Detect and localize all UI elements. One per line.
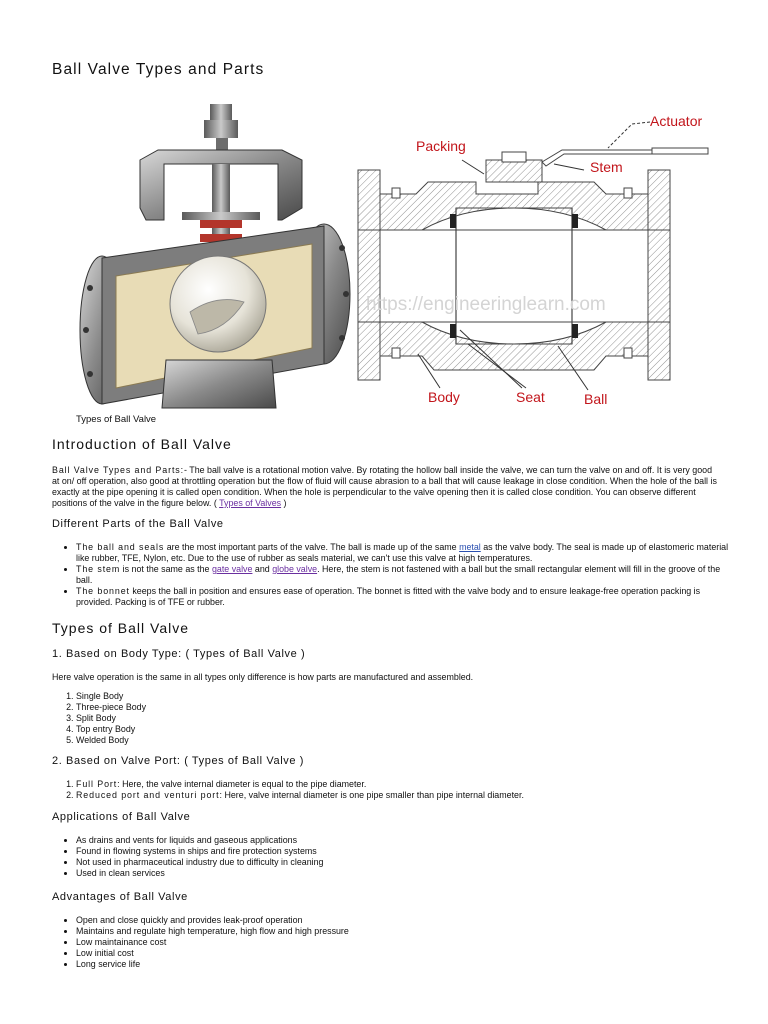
valve-port-heading: 2. Based on Valve Port: ( Types of Ball Valve ) <box>52 755 304 767</box>
figure-caption: Types of Ball Valve <box>76 414 157 425</box>
list-item: • Used in clean services <box>76 868 736 879</box>
list-item: 1. Full Port: Here, the valve internal diameter is equal to the pipe diameter. <box>76 779 736 790</box>
intro-lead: Ball Valve Types and Parts: <box>52 465 185 475</box>
list-item: 2. Reduced port and venturi port: Here, valve internal diameter is one pipe smaller than pipe internal diameter. <box>76 790 736 801</box>
list-item: 2. Three-piece Body <box>76 702 736 713</box>
list-item: • Not used in pharmaceutical industry due to difficulty in cleaning <box>76 857 736 868</box>
list-item: 3. Split Body <box>76 713 736 724</box>
list-item: • The bonnet keeps the ball in position and ensures ease of operation. The bonnet is fitted with the valve body and to ensure leakage-free operation packing is provided. Packing is of TFE or rubber. <box>76 586 736 608</box>
parts-heading: Different Parts of the Ball Valve <box>52 518 224 530</box>
intro-heading: Introduction of Ball Valve <box>52 436 232 452</box>
types-of-valves-link[interactable]: Types of Valves <box>219 498 282 508</box>
ball-valve-figure <box>66 98 726 414</box>
list-item: • Long service life <box>76 959 736 970</box>
types-heading: Types of Ball Valve <box>52 620 190 636</box>
metal-link[interactable]: metal <box>459 542 481 552</box>
list-item: 1. Single Body <box>76 691 736 702</box>
body-type-heading: 1. Based on Body Type: ( Types of Ball Valve ) <box>52 648 306 660</box>
gate-valve-link[interactable]: gate valve <box>211 564 253 574</box>
label-seat: Seat <box>516 389 545 405</box>
label-stem: Stem <box>590 159 623 175</box>
section-drawing <box>358 113 708 407</box>
list-item: • The stem is not the same as the gate valve and globe valve. Here, the stem is not fastened with a ball but the small rectangular element will fill in the groove of the ball. <box>76 564 736 586</box>
label-body: Body <box>428 389 460 405</box>
stem-lead: The stem <box>76 564 121 574</box>
intro-close: ) <box>281 498 287 508</box>
list-item: • The ball and seals are the most important parts of the valve. The ball is made up of the same metal as the valve body. The seal is made up of elastomeric material like rubber, TFE, Nylon, etc. Due to the use of rubber as seals material, we can't use this valve at high temperatures. <box>76 542 736 564</box>
cutaway-valve-illustration <box>80 104 350 408</box>
advantages-heading: Advantages of Ball Valve <box>52 891 188 903</box>
watermark-text: https://engineeringlearn.com <box>366 294 606 315</box>
bonnet-lead: The bonnet <box>76 586 130 596</box>
list-item: 4. Top entry Body <box>76 724 736 735</box>
list-item: • Open and close quickly and provides leak-proof operation <box>76 915 736 926</box>
list-item: 5. Welded Body <box>76 735 736 746</box>
ball-seals-lead: The ball and seals <box>76 542 165 552</box>
applications-list <box>60 835 736 879</box>
page-title: Ball Valve Types and Parts <box>52 61 265 78</box>
list-item: • Found in flowing systems in ships and fire protection systems <box>76 846 736 857</box>
list-item: • Low initial cost <box>76 948 736 959</box>
intro-text: - The ball valve is a rotational motion valve. By rotating the hollow ball inside the valve, we can turn the valve on and off. It is very good at on/ off operation, also good at throttling operation but the flow of fluid will cause abrasion to a ball that will cause leakage in close condition. When the hole of the ball is exactly at the pipe opening it is called open condition. When the hole is perpendicular to the valve opening then it is called close condition. You can observe different positions of the valve in the figure below. ( <box>52 465 717 508</box>
valve-port-list <box>60 779 736 801</box>
intro-paragraph <box>52 465 718 509</box>
list-item: • As drains and vents for liquids and gaseous applications <box>76 835 736 846</box>
globe-valve-link[interactable]: globe valve <box>272 564 318 574</box>
body-type-list <box>60 691 736 746</box>
label-actuator: Actuator <box>650 113 703 129</box>
label-ball: Ball <box>584 391 608 407</box>
parts-list <box>60 542 736 608</box>
list-item: • Low maintainance cost <box>76 937 736 948</box>
list-item: • Maintains and regulate high temperature, high flow and high pressure <box>76 926 736 937</box>
advantages-list <box>60 915 736 970</box>
body-type-intro: Here valve operation is the same in all types only difference is how parts are manufactured and assembled. <box>52 672 474 682</box>
applications-heading: Applications of Ball Valve <box>52 811 191 823</box>
label-packing: Packing <box>416 138 466 154</box>
